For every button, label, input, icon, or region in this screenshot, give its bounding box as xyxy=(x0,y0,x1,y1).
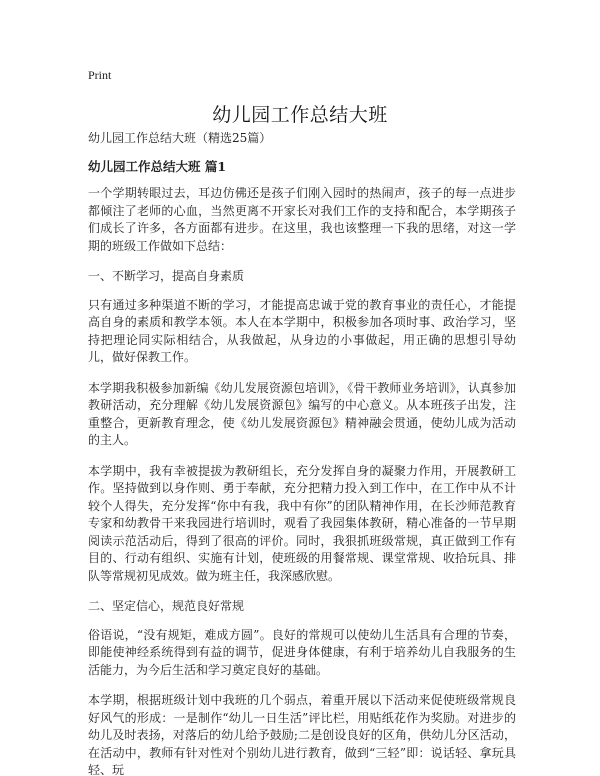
heading-routine: 二、坚定信心，规范良好常规 xyxy=(88,599,245,613)
document-subtitle: 幼儿园工作总结大班（精选25篇） xyxy=(88,131,272,145)
section-title: 幼儿园工作总结大班 篇1 xyxy=(88,158,227,174)
paragraph-activities: 本学期，根据班级计划中我班的几个弱点，着重开展以下活动来促使班级常规良好风气的形成：一是制作“幼儿一日生活”评比栏，用贴纸花作为奖励。对进步的幼儿及时表扬，对落后的幼儿给予鼓励;二是创设良好的区角，供幼儿分区活动，在活动中，教师有针对性对个别幼儿进行教育，做到“三轻”即：说话轻、拿玩具轻、玩 xyxy=(88,693,516,776)
paragraph-proverb: 俗语说，“没有规矩，难成方圆”。良好的常规可以使幼儿生活具有合理的节奏，即能使神经系统得到有益的调节，促进身体健康，有利于培养幼儿自我服务的生活能力，为今后生活和学习奠定良好的基础。 xyxy=(88,627,516,677)
print-link[interactable]: Print xyxy=(88,68,112,82)
heading-learning: 一、不断学习，提高自身素质 xyxy=(88,269,245,283)
paragraph-training: 本学期我积极参加新编《幼儿发展资源包培训》，《骨干教师业务培训》，认真参加教研活动，充分理解《幼儿发展资源包》编写的中心意义。从本班孩子出发，注重整合，更新教育理念，使《幼儿发展资源包》精神融会贯通，使幼儿成为活动的主人。 xyxy=(88,380,516,447)
document-title: 幼儿园工作总结大班 xyxy=(212,104,388,126)
paragraph-intro: 一个学期转眼过去，耳边仿佛还是孩子们刚入园时的热闹声，孩子的每一点进步都倾注了老师的心血，当然更离不开家长对我们工作的支持和配合，本学期孩子们成长了许多，各方面都有进步。在这里，我也该整理一下我的思绪，对这一学期的班级工作做如下总结： xyxy=(88,186,516,253)
document-body xyxy=(88,130,516,776)
paragraph-research-lead: 本学期中，我有幸被提拔为教研组长，充分发挥自身的凝聚力作用，开展教研工作。坚持做到以身作则、勇于奉献，充分把精力投入到工作中，在工作中从不计较个人得失，充分发挥“你中有我，我中有你”的团队精神作用，在长沙师范教育专家和幼教骨干来我园进行培训时，观看了我园集体教研，精心准备的一节早期阅读示范活动后，得到了很高的评价。同时，我狠抓班级常规，真正做到工作有目的、行动有组织、实施有计划，使班级的用餐常规、课堂常规、收拾玩具、排队等常规初见成效。做为班主任，我深感欣慰。 xyxy=(88,463,516,583)
paragraph-learning: 只有通过多种渠道不断的学习，才能提高忠诚于党的教育事业的责任心，才能提高自身的素质和教学本领。本人在本学期中，积极参加各项时事、政治学习，坚持把理论同实际相结合，从我做起，从身边的小事做起，用正确的思想引导幼儿，做好保教工作。 xyxy=(88,297,516,364)
